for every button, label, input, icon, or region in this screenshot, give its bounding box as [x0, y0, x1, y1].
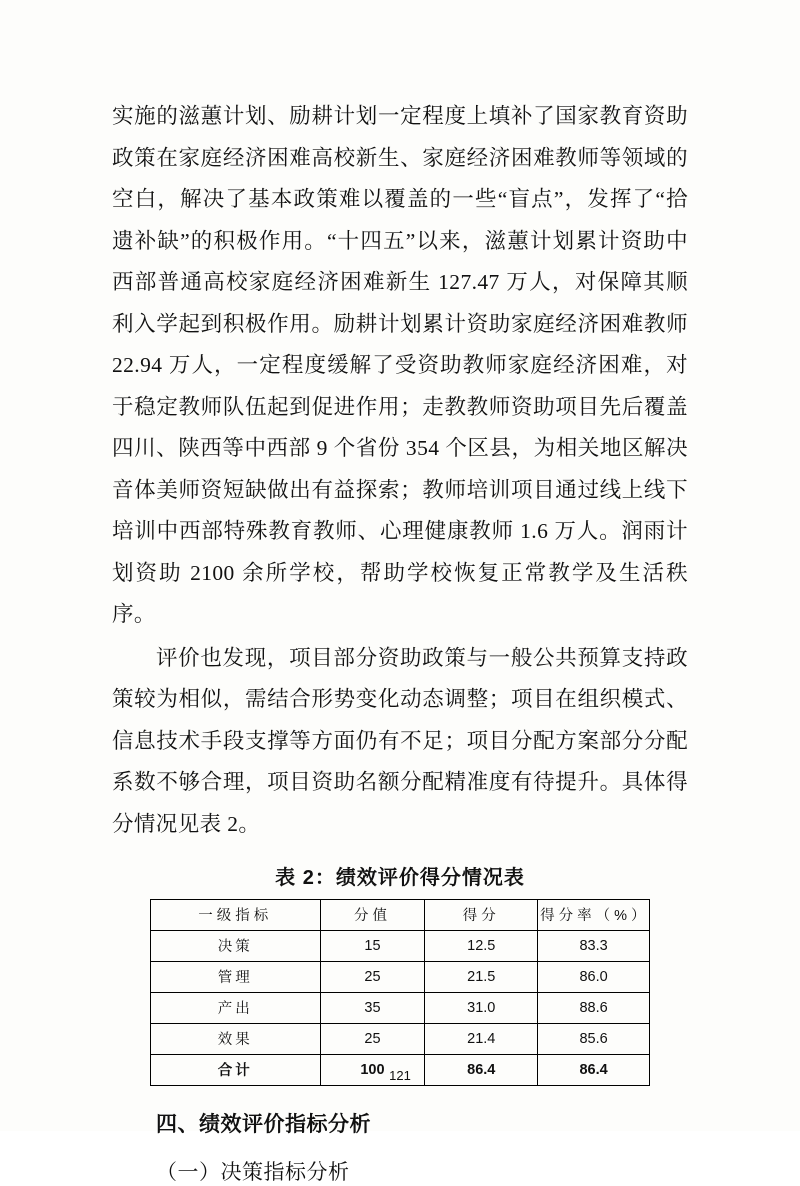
table-cell-score-max: 100	[320, 1055, 425, 1086]
table-cell-rate: 86.4	[538, 1055, 650, 1086]
table-cell-score: 21.5	[425, 962, 538, 993]
table-header-cell: 分值	[320, 900, 425, 931]
table-cell-score-max: 25	[320, 962, 425, 993]
table-header-cell: 得分率（%）	[538, 900, 650, 931]
table-row	[151, 1024, 650, 1055]
table-cell-score: 86.4	[425, 1055, 538, 1086]
table-row	[151, 993, 650, 1024]
table-cell-rate: 86.0	[538, 962, 650, 993]
table-cell-score: 31.0	[425, 993, 538, 1024]
table-cell-score: 21.4	[425, 1024, 538, 1055]
table-cell-indicator: 效果	[151, 1024, 321, 1055]
table-cell-indicator: 管理	[151, 962, 321, 993]
table-cell-rate: 85.6	[538, 1024, 650, 1055]
table-row	[151, 931, 650, 962]
section-heading: 四、绩效评价指标分析	[156, 1113, 371, 1136]
table-cell-indicator: 决策	[151, 931, 321, 962]
table-cell-score-max: 35	[320, 993, 425, 1024]
table-cell-rate: 83.3	[538, 931, 650, 962]
table-header-row	[151, 900, 650, 931]
table-cell-score-max: 15	[320, 931, 425, 962]
page-number: 121	[389, 1068, 411, 1083]
table-cell-indicator: 合计	[151, 1055, 321, 1086]
table-header-cell: 得分	[425, 900, 538, 931]
table-cell-indicator: 产出	[151, 993, 321, 1024]
table-cell-score: 12.5	[425, 931, 538, 962]
table-cell-rate: 88.6	[538, 993, 650, 1024]
paragraph-2: 评价也发现，项目部分资助政策与一般公共预算支持政策较为相似，需结合形势变化动态调整；项目在组织模式、信息技术手段支撑等方面仍有不足；项目分配方案部分分配系数不够合理，项目资助名额分配精准度有待提升。具体得分情况见表 2。	[112, 645, 688, 836]
table-cell-score-max: 25	[320, 1024, 425, 1055]
table-row	[151, 962, 650, 993]
paragraph-1: 实施的滋蕙计划、励耕计划一定程度上填补了国家教育资助政策在家庭经济困难高校新生、家庭经济困难教师等领域的空白，解决了基本政策难以覆盖的一些“盲点”，发挥了“拾遗补缺”的积极作用。“十四五”以来，滋蕙计划累计资助中西部普通高校家庭经济困难新生 127.47 万人，对保障其顺利入学起到积极作用。励耕计划累计资助家庭经济困难教师 22.94 万人，一定程度缓解了受资助教师家庭经济困难，对于稳定教师队伍起到促进作用；走教教师资助项目先后覆盖四川、陕西等中西部 9 个省份 354 个区县，为相关地区解决音体美师资短缺做出有益探索；教师培训项目通过线上线下培训中西部特殊教育教师、心理健康教师 1.6 万人。润雨计划资助 2100 余所学校，帮助学校恢复正常教学及生活秩序。	[112, 104, 688, 626]
sub-heading: （一）决策指标分析	[156, 1161, 350, 1184]
table-caption: 表 2：绩效评价得分情况表	[275, 867, 525, 889]
table-header-cell: 一级指标	[151, 900, 321, 931]
score-table	[150, 899, 650, 1086]
